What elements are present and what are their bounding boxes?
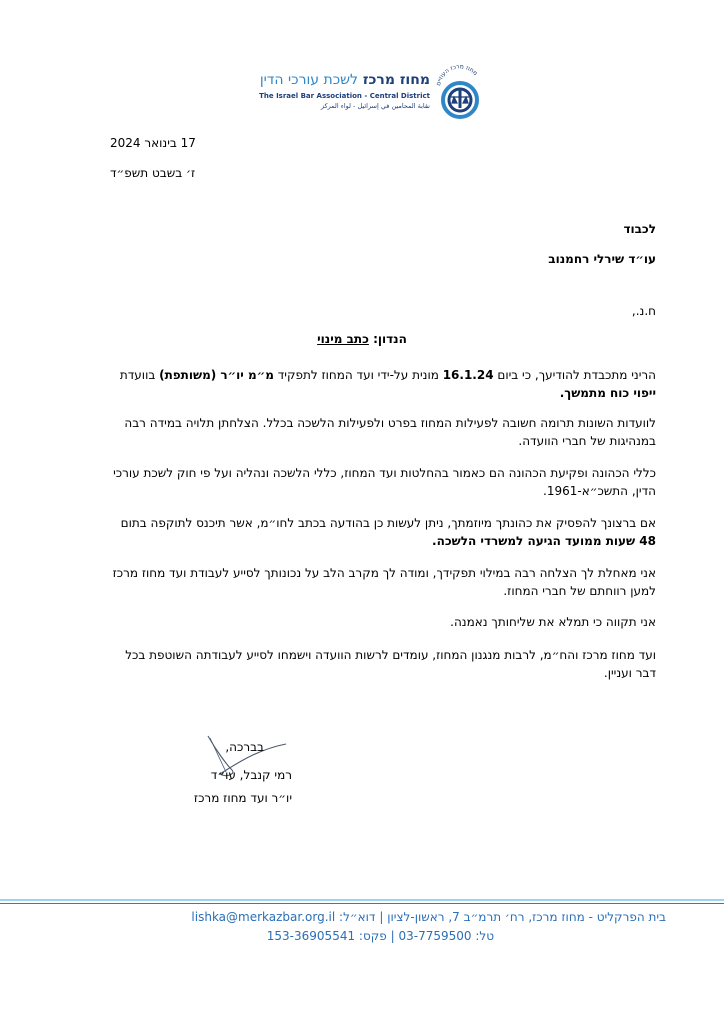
footer-rule-dark bbox=[0, 903, 724, 904]
body-paragraph-6: אני תקווה כי תמלא את שליחותך נאמנה. bbox=[450, 615, 656, 629]
bar-association-logo bbox=[259, 50, 484, 124]
body-paragraph-1: הריני מתכבדת להודיעך, כי ביום 16.1.24 מונית על-ידי ועד המחוז לתפקיד מ״מ יו״ר (משותפת) בוועדת ייפוי כוח מתמשך. bbox=[119, 368, 656, 400]
footer-contact-line bbox=[267, 929, 494, 943]
footer-fax-label: פקס: bbox=[358, 929, 387, 943]
greeting: ח.נ., bbox=[631, 304, 656, 318]
body-paragraph-4: אם ברצונך להפסיק את כהונתך מיוזמתך, ניתן לעשות כן בהודעה בכתב לחו״מ, אשר תיכנס לתוקפה בתום 48 שעות ממועד הגיעה למשרדי הלשכה. bbox=[120, 516, 656, 548]
hebrew-date: ז׳ בשבט תשפ״ד bbox=[110, 166, 196, 180]
subject-line bbox=[200, 332, 524, 346]
body-paragraph-5: אני מאחלת לך הצלחה רבה במילוי תפקידך, ומודה לך מקרב הלב על נכונותך לסייע לעבודת ועד מחוז מרכז למען רווחתם של חברי המחוז. bbox=[112, 566, 656, 598]
seal-text: מחוז מרכז העוזיים bbox=[435, 63, 479, 87]
footer-address: בית הפרקליט - מחוז מרכז, רח׳ תרמ״ב 7, ראשון-לציון bbox=[387, 910, 666, 924]
footer-separator: | bbox=[379, 910, 384, 924]
signatory-title: יו״ר ועד מחוז מרכז bbox=[193, 791, 292, 805]
body-paragraph-3: כללי הכהונה ופקיעת הכהונה הם כאמור בהחלטות ועד המחוז, כללי הלשכה ונהליה ועל פי חוק לשכת עורכי הדין, התשכ״א-1961. bbox=[113, 466, 656, 498]
body-paragraph-2: לוועדות השונות תרומה חשובה לפעילות המחוז בפרט ולפעילות הלשכה בכלל. הצלחתן תלויה במידה רבה במנהיגות של חברי הוועדה. bbox=[124, 416, 656, 448]
logo-name-arabic: نقابة المحامين في إسرائيل - لواء المركز bbox=[320, 102, 430, 110]
gregorian-date: 17 בינואר 2024 bbox=[110, 136, 196, 150]
logo-name-english: The Israel Bar Association - Central District bbox=[259, 92, 430, 100]
subject-label: הנדון: bbox=[373, 332, 407, 346]
footer-address-line bbox=[191, 910, 666, 924]
footer-email-link[interactable]: lishka@merkazbar.org.il bbox=[191, 910, 336, 924]
body-paragraph-7: ועד מחוז מרכז והח״מ, לרבות מנגנון המחוז, עומדים לרשות הוועדה וישמחו לסייע לעבודתה השוטפת בכל דבר ועניין. bbox=[125, 648, 656, 680]
footer-separator-2: | bbox=[390, 929, 395, 943]
footer-email-label: דוא״ל: bbox=[339, 910, 376, 924]
logo-name-thin: לשכת עורכי הדין bbox=[259, 72, 358, 88]
logo-name-bold: מחוז מרכז bbox=[362, 72, 430, 88]
signature-closing: בברכה, bbox=[225, 740, 264, 754]
subject-text: כתב מינוי bbox=[317, 332, 369, 346]
recipient-name: עו״ד שירלי רחמנוב bbox=[548, 252, 656, 266]
footer-fax: 153-36905541 bbox=[266, 929, 356, 943]
logo-name bbox=[260, 72, 430, 88]
signatory-name: רמי קנבל, עו״ד bbox=[210, 768, 292, 782]
salutation: לכבוד bbox=[623, 222, 656, 236]
seal-emblem-icon bbox=[432, 50, 484, 122]
footer-phone: 03-7759500 bbox=[398, 929, 472, 943]
footer-rule-light bbox=[0, 899, 724, 901]
footer-phone-label: טל: bbox=[475, 929, 494, 943]
